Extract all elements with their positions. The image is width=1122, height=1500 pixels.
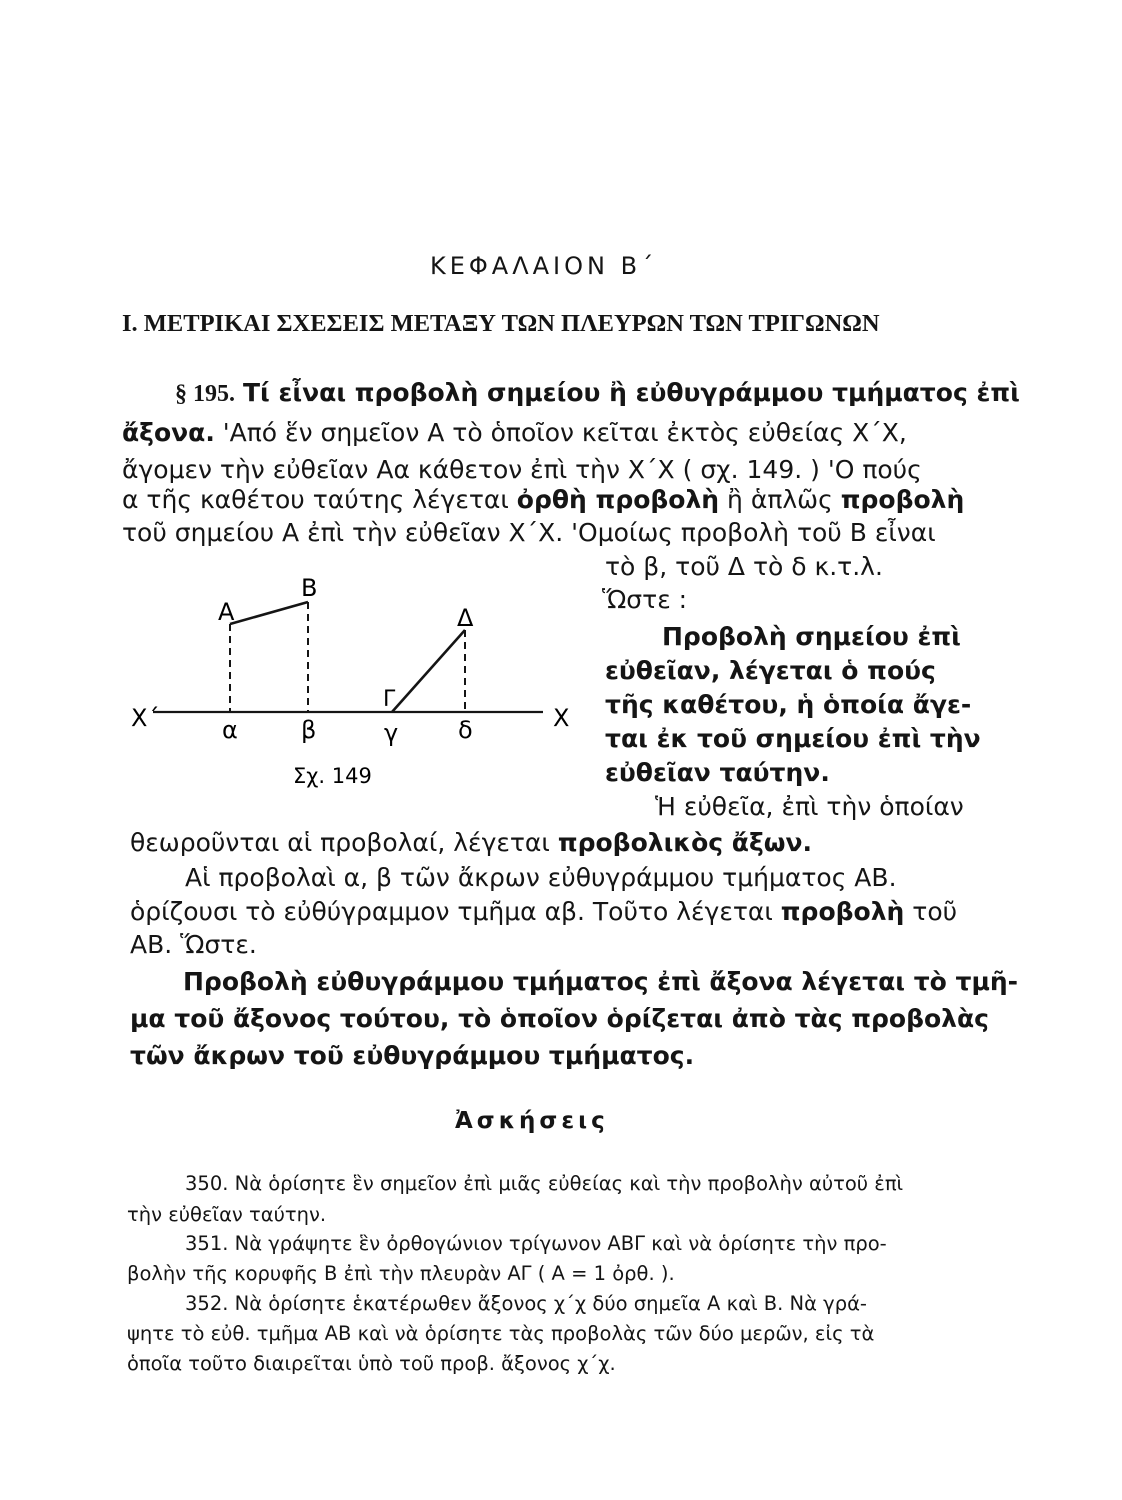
exercise-350-line-1: 350. Νὰ ὁρίσητε ἓν σημεῖον ἐπὶ μιᾶς εὐθείας καὶ τὴν προβολὴν αὐτοῦ ἐπὶ <box>185 1172 904 1195</box>
exercise-352-line-2: ψητε τὸ εὐθ. τμῆμα ΑΒ καὶ νὰ ὁρίσητε τὰς προβολὰς τῶν δύο μερῶν, εἰς τὰ <box>127 1322 875 1345</box>
definition-2-line-2: μα τοῦ ἄξονος τούτου, τὸ ὁποῖον ὁρίζεται ἀπὸ τὰς προβολὰς <box>130 1004 989 1033</box>
para-195-line-6: τὸ β, τοῦ Δ τὸ δ κ.τ.λ. <box>605 552 883 581</box>
label-delta: δ <box>458 716 473 744</box>
label-A: Α <box>218 598 235 626</box>
para-195-line-4 <box>122 485 964 514</box>
exercise-352-line-1: 352. Νὰ ὁρίσητε ἑκατέρωθεν ἄξονος χ΄χ δύο σημεῖα Α καὶ Β. Νὰ γρά- <box>185 1292 867 1315</box>
term-orthi-provoli: ὀρθὴ προβολὴ <box>516 485 720 514</box>
segment-para-text: ὁρίζουσι τὸ εὐθύγραμμον τμῆμα αβ. Τοῦτο λέγεται <box>130 897 773 926</box>
definition-1-line-4: ται ἐκ τοῦ σημείου ἐπὶ τὴν <box>605 724 981 753</box>
para-195-text-4c: ἢ ἁπλῶς <box>727 485 833 514</box>
segment-para-line-2 <box>130 897 957 926</box>
definition-1-line-5: εὐθεῖαν ταύτην. <box>605 758 830 787</box>
label-X: Χ <box>553 704 570 732</box>
label-alpha: α <box>222 716 238 744</box>
axis-para-line-1: Ἡ εὐθεῖα, ἐπὶ τὴν ὁποίαν <box>655 792 964 821</box>
para-195-line-3: ἄγομεν τὴν εὐθεῖαν Αα κάθετον ἐπὶ τὴν Χ΄Χ ( σχ. 149. ) 'Ο πούς <box>122 455 922 484</box>
para-195-line-2 <box>122 418 907 447</box>
section-title: Ι. ΜΕΤΡΙΚΑΙ ΣΧΕΣΕΙΣ ΜΕΤΑΞΥ ΤΩΝ ΠΛΕΥΡΩΝ ΤΩΝ ΤΡΙΓΩΝΩΝ <box>122 310 880 337</box>
label-Gamma: Γ <box>383 687 396 712</box>
definition-2-line-1: Προβολὴ εὐθυγράμμου τμήματος ἐπὶ ἄξονα λέγεται τὸ τμῆ- <box>183 967 1019 996</box>
definition-1-line-1: Προβολὴ σημείου ἐπὶ <box>662 622 961 651</box>
definition-2-line-3: τῶν ἄκρων τοῦ εὐθυγράμμου τμήματος. <box>130 1041 695 1070</box>
para-195-question: Τί εἶναι προβολὴ σημείου ἢ εὐθυγράμμου τμήματος ἐπὶ <box>242 378 1020 407</box>
segment-para-line-3: ΑΒ. Ὥστε. <box>130 930 257 959</box>
segment-para-text-end: τοῦ <box>912 897 958 926</box>
para-195-text-4a: α τῆς καθέτου ταύτης λέγεται <box>122 485 509 514</box>
axis-para-line-2 <box>130 828 812 857</box>
label-B: Β <box>301 578 318 602</box>
segment-ab <box>230 602 308 624</box>
segment-para-line-1: Αἱ προβολαὶ α, β τῶν ἄκρων εὐθυγράμμου τμήματος ΑΒ. <box>185 863 897 892</box>
figure-caption: Σχ. 149 <box>293 764 372 788</box>
label-Delta: Δ <box>457 604 474 632</box>
exercise-352-line-3: ὁποῖα τοῦτο διαιρεῖται ὑπὸ τοῦ προβ. ἄξονος χ΄χ. <box>127 1352 616 1375</box>
para-195-line-7: Ὥστε : <box>602 585 688 614</box>
chapter-heading: ΚΕΦΑΛΑΙΟΝ Β΄ <box>430 252 658 280</box>
axis-para-text: θεωροῦνται αἱ προβολαί, λέγεται <box>130 828 550 857</box>
label-beta: β <box>301 716 317 744</box>
term-provolikos-axon: προβολικὸς ἄξων. <box>557 828 812 857</box>
exercise-350-line-2: τὴν εὐθεῖαν ταύτην. <box>127 1203 327 1226</box>
term-provoli-2: προβολὴ <box>780 897 905 926</box>
para-195-line-1 <box>175 378 1020 408</box>
para-195-text: 'Από ἕν σημεῖον Α τὸ ὁποῖον κεῖται ἐκτὸς εὐθείας Χ΄Χ, <box>222 418 907 447</box>
exercise-351-line-1: 351. Νὰ γράψητε ἓν ὀρθογώνιον τρίγωνον ΑΒΓ καὶ νὰ ὁρίσητε τὴν προ- <box>185 1232 887 1255</box>
definition-1-line-3: τῆς καθέτου, ἡ ὁποία ἄγε- <box>605 690 972 719</box>
para-195-line-5: τοῦ σημείου Α ἐπὶ τὴν εὐθεῖαν Χ΄Χ. 'Ομοίως προβολὴ τοῦ Β εἶναι <box>122 518 936 547</box>
label-Xprime: Χ΄ <box>131 704 160 732</box>
definition-1-line-2: εὐθεῖαν, λέγεται ὁ πούς <box>605 656 936 685</box>
segment-gamma-delta <box>392 630 465 712</box>
figure-149 <box>125 578 595 798</box>
term-provoli: προβολὴ <box>840 485 965 514</box>
label-gamma: γ <box>384 719 399 747</box>
exercises-heading: Ἀσκήσεις <box>455 1108 609 1134</box>
exercise-351-line-2: βολὴν τῆς κορυφῆς Β ἐπὶ τὴν πλευρὰν ΑΓ ( Α = 1 ὀρθ. ). <box>127 1262 675 1285</box>
para-195-question-end: ἄξονα. <box>122 418 215 447</box>
section-number: § 195. <box>175 381 235 407</box>
